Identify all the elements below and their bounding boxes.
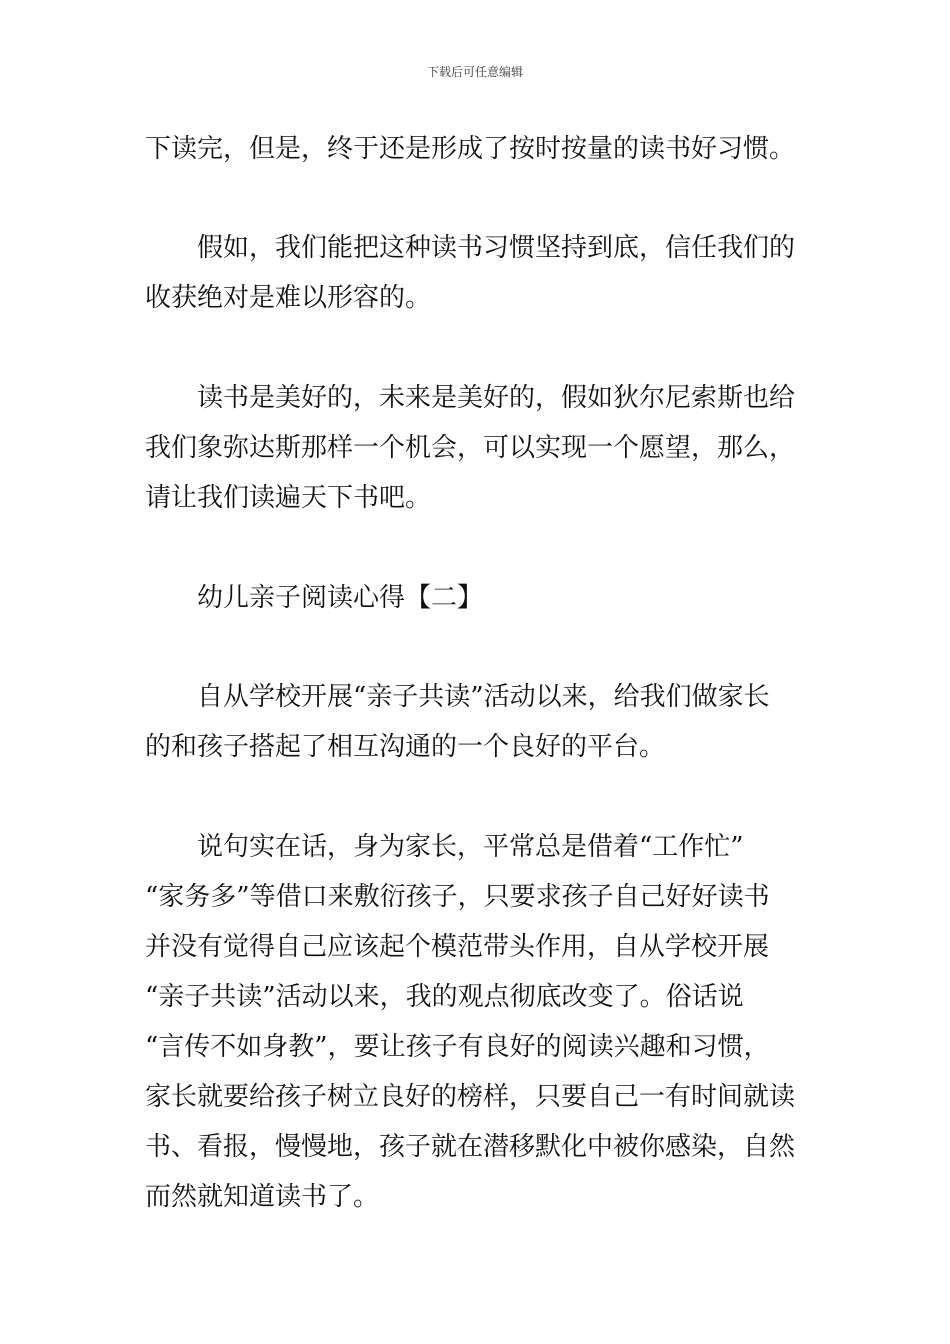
text-line: 书、看报，慢慢地，孩子就在潜移默化中被你感染，自然 <box>145 1132 796 1162</box>
paragraph-wish <box>145 373 810 523</box>
heading-text: 幼儿亲子阅读心得【二】 <box>197 583 484 613</box>
paragraph-continuation <box>145 124 810 174</box>
text-line: 下读完，但是，终于还是形成了按时按量的读书好习惯。 <box>145 134 796 164</box>
text-line: 家长就要给孩子树立良好的榜样，只要自己一有时间就读 <box>145 1082 796 1112</box>
paragraph-activity <box>145 672 810 772</box>
text-line: 读书是美好的，未来是美好的，假如狄尔尼索斯也给 <box>197 383 796 413</box>
paragraph-habit <box>145 223 810 323</box>
text-line: 收获绝对是难以形容的。 <box>145 283 432 313</box>
text-line: 的和孩子搭起了相互沟通的一个良好的平台。 <box>145 732 666 762</box>
text-line: 假如，我们能把这种读书习惯坚持到底，信任我们的 <box>197 233 796 263</box>
text-line: “言传不如身教”，要让孩子有良好的阅读兴趣和习惯， <box>145 1032 770 1062</box>
header-note: 下载后可任意编辑 <box>426 65 523 79</box>
text-line: 而然就知道读书了。 <box>145 1182 380 1212</box>
text-line: 自从学校开展“亲子共读”活动以来，给我们做家长 <box>197 682 770 712</box>
section-heading <box>145 573 810 623</box>
text-line: “亲子共读”活动以来，我的观点彻底改变了。俗话说 <box>145 982 744 1012</box>
text-line: 说句实在话，身为家长，平常总是借着“工作忙” <box>197 832 744 862</box>
text-line: “家务多”等借口来敷衍孩子，只要求孩子自己好好读书 <box>145 882 770 912</box>
text-line: 并没有觉得自己应该起个模范带头作用，自从学校开展 <box>145 932 770 962</box>
paragraph-parenting <box>145 822 810 1222</box>
text-line: 请让我们读遍天下书吧。 <box>145 483 432 513</box>
text-line: 我们象弥达斯那样一个机会，可以实现一个愿望，那么， <box>145 433 796 463</box>
